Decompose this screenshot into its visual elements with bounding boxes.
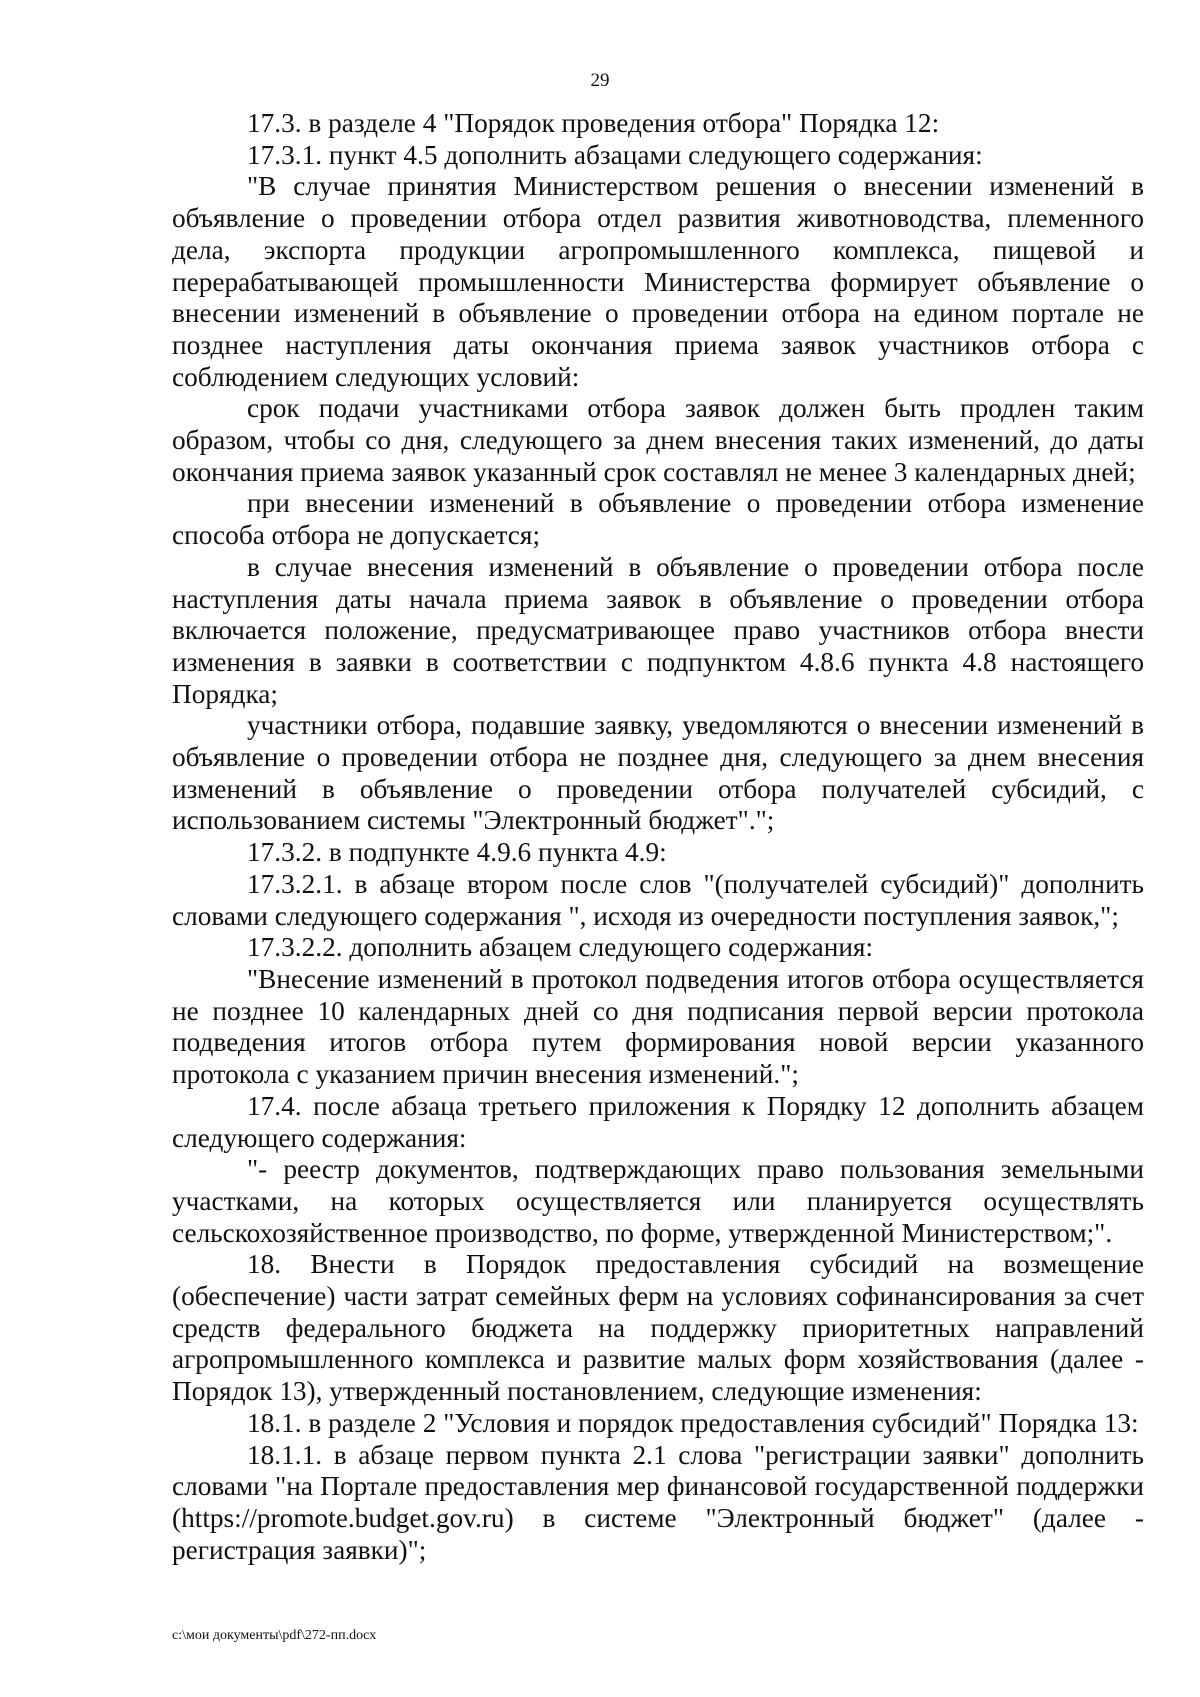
paragraph: 17.3.1. пункт 4.5 дополнить абзацами следующего содержания: [247,139,983,170]
paragraph: срок подачи участниками отбора заявок должен быть продлен таким образом, чтобы со дня, следующего за днем внесения таких изменений, до даты окончания приема заявок указанный срок составлял не менее 3 календарных дней; [172,393,1144,487]
footer-file-path: c:\мои документы\pdf\272-пп.docx [172,1628,377,1643]
paragraph: 17.3. в разделе 4 "Порядок проведения отбора" Порядка 12: [247,108,940,138]
paragraph: 17.3.2.2. дополнить абзацем следующего содержания: [247,932,874,963]
page-number: 29 [590,70,610,91]
paragraph: при внесении изменений в объявление о проведении отбора изменение способа отбора не допускается; [172,488,1144,551]
paragraph: 17.3.2. в подпункте 4.9.6 пункта 4.9: [247,837,667,868]
paragraph: 18.1. в разделе 2 "Условия и порядок предоставления субсидий" Порядка 13: [247,1407,1139,1438]
paragraph: 17.4. после абзаца третьего приложения к Порядку 12 дополнить абзацем следующего содержания: [172,1090,1144,1153]
paragraph: "Внесение изменений в протокол подведения итогов отбора осуществляется не позднее 10 календарных дней со дня подписания первой версии протокола подведения итогов отбора путем формирования новой версии указанного протокола с указанием причин внесения изменений."; [172,963,1144,1090]
paragraph: "В случае принятия Министерством решения о внесении изменений в объявление о проведении отбора отдел развития животноводства, племенного дела, экспорта продукции агропромышленного комплекса, пищевой и перерабатывающей промышленности Министерства формирует объявление о внесении изменений в объявление о проведении отбора на едином портале не позднее наступления даты окончания приема заявок участников отбора с соблюдением следующих условий: [172,171,1144,392]
paragraph: "- реестр документов, подтверждающих право пользования земельными участками, на которых осуществляется или планируется осуществлять сельскохозяйственное производство, по форме, утвержденной Министерством;". [172,1154,1144,1248]
paragraph: 18. Внести в Порядок предоставления субсидий на возмещение (обеспечение) части затрат семейных ферм на условиях софинансирования за счет средств федерального бюджета на поддержку приоритетных направлений агропромышленного комплекса и развитие малых форм хозяйствования (далее - Порядок 13), утвержденный постановлением, следующие изменения: [172,1249,1144,1407]
paragraph: 17.3.2.1. в абзаце втором после слов "(получателей субсидий)" дополнить словами следующего содержания ", исходя из очередности поступления заявок,"; [172,868,1144,931]
paragraph: участники отбора, подавшие заявку, уведомляются о внесении изменений в объявление о проведении отбора не позднее дня, следующего за днем внесения изменений в объявление о проведении отбора получателей субсидий, с использованием системы "Электронный бюджет"."; [172,710,1144,836]
document-body [172,108,1144,1566]
paragraph: 18.1.1. в абзаце первом пункта 2.1 слова "регистрации заявки" дополнить словами "на Портале предоставления мер финансовой государственной поддержки (https://promote.budget.gov.ru) в системе "Электронный бюджет" (далее - регистрация заявки)"; [172,1439,1144,1565]
paragraph: в случае внесения изменений в объявление о проведении отбора после наступления даты начала приема заявок в объявление о проведении отбора включается положение, предусматривающее право участников отбора внести изменения в заявки в соответствии с подпунктом 4.8.6 пункта 4.8 настоящего Порядка; [172,551,1144,709]
